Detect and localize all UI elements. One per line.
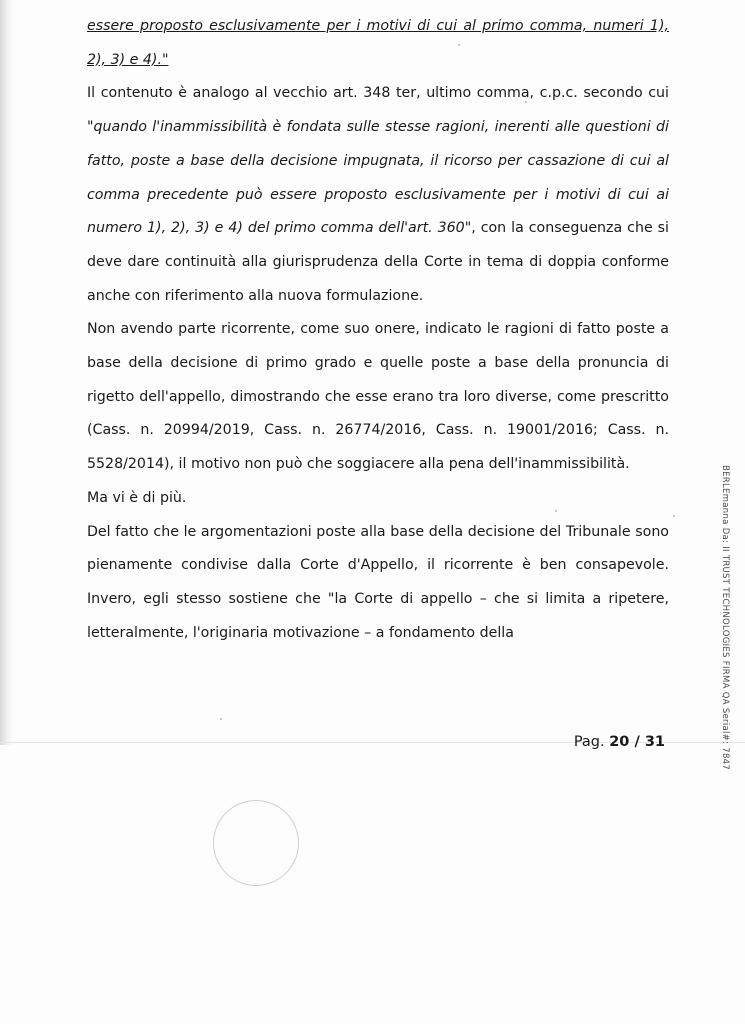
- paragraph-1-intro: Il contenuto è analogo al vecchio art. 348 ter, ultimo comma, c.p.c. secondo cui: [87, 85, 669, 102]
- quote-continuation: [87, 10, 669, 77]
- page-total: 31: [644, 734, 665, 750]
- paragraph-4: Del fatto che le argomentazioni poste alla base della decisione del Tribunale sono pienamente condivise dalla Corte d'Appello, il ricorrente è ben consapevole. Invero, egli stesso sostiene che "la Corte di appello – che si limita a ripetere, letteralmente, l'originaria motivazione – a fondamento della: [87, 523, 669, 641]
- scan-speck: [673, 515, 675, 517]
- page-prefix: Pag.: [573, 734, 610, 750]
- faint-stamp-circle: [213, 800, 299, 886]
- paragraph-1-end: , con la conseguenza che si deve dare continuità alla giurisprudenza della Corte in tema di doppia conforme anche con riferimento alla nuova formulazione.: [87, 220, 669, 304]
- scan-edge-shadow: [0, 0, 14, 745]
- page-number: [574, 734, 665, 750]
- page-separator: /: [629, 734, 645, 750]
- scan-speck: [555, 510, 557, 512]
- paragraph-1-quote: "quando l'inammissibilità è fondata sulle stesse ragioni, inerenti alle questioni di fatto, poste a base della decisione impugnata, il ricorso per cassazione di cui al comma precedente può essere proposto esclusivamente per i motivi di cui ai numero 1), 2), 3) e 4) del primo comma dell'art. 360": [87, 119, 669, 237]
- scan-speck: [220, 718, 222, 720]
- digital-signature-watermark: BERLEmanna Da: II TRUST TECHNOLOGIES FIRMA QA Serial#: 7847: [720, 465, 730, 771]
- page-current: 20: [609, 734, 630, 750]
- paragraph-1: [87, 77, 669, 313]
- underlined-italic-text: essere proposto esclusivamente per i motivi di cui al primo comma, numeri 1), 2), 3) e 4).": [87, 18, 669, 68]
- paragraph-3: Ma vi è di più.: [87, 489, 187, 506]
- document-body: [87, 10, 669, 650]
- scan-speck: [458, 44, 460, 46]
- scan-speck: [525, 101, 527, 103]
- paragraph-2: Non avendo parte ricorrente, come suo onere, indicato le ragioni di fatto poste a base della decisione di primo grado e quelle poste a base della pronuncia di rigetto dell'appello, dimostrando che esse erano tra loro diverse, come prescritto (Cass. n. 20994/2019, Cass. n. 26774/2016, Cass. n. 19001/2016; Cass. n. 5528/2014), il motivo non può che soggiacere alla pena dell'inammissibilità.: [87, 321, 669, 473]
